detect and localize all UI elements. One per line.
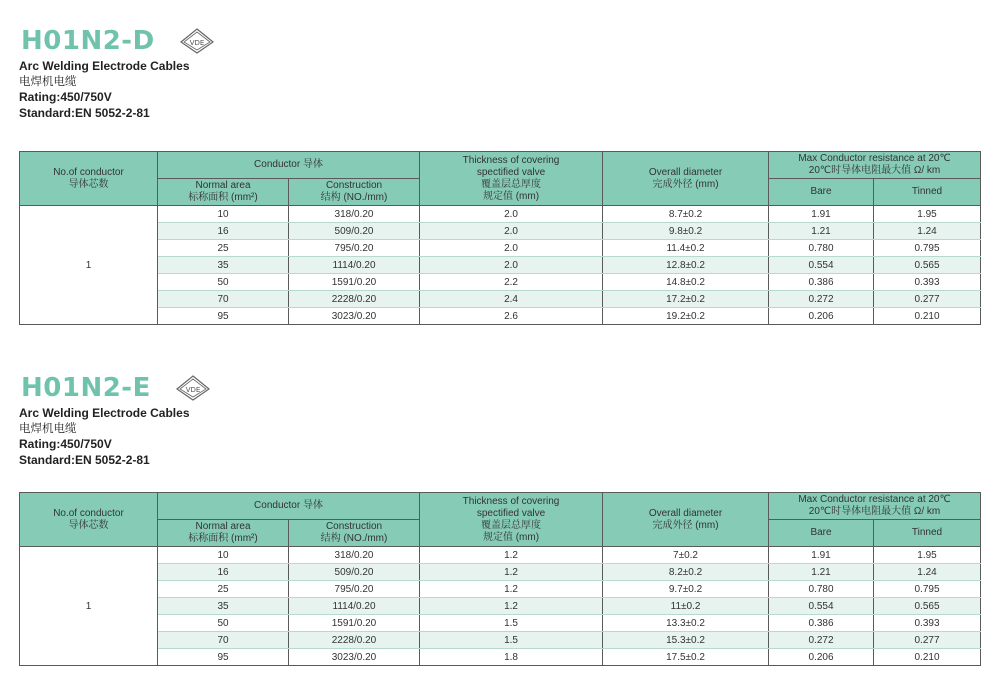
header-bare: Bare — [769, 179, 874, 206]
header-no-conductor: No.of conductor 导体芯数 — [20, 493, 158, 547]
header-thickness: Thickness of covering spectified valve 覆盖层总厚度 规定值 (mm) — [420, 152, 603, 206]
tinned-cell: 0.795 — [874, 581, 981, 598]
diameter-cell: 15.3±0.2 — [603, 632, 769, 649]
table-row — [20, 564, 981, 581]
diameter-cell: 19.2±0.2 — [603, 308, 769, 325]
thickness-cell: 2.2 — [420, 274, 603, 291]
construction-cell: 1114/0.20 — [289, 598, 420, 615]
construction-cell: 509/0.20 — [289, 564, 420, 581]
header-conductor: Conductor 导体 — [158, 493, 420, 520]
tinned-cell: 1.95 — [874, 206, 981, 223]
bare-cell: 1.21 — [769, 564, 874, 581]
header-construction: Construction 结构 (NO./mm) — [289, 179, 420, 206]
construction-cell: 1591/0.20 — [289, 274, 420, 291]
thickness-cell: 2.4 — [420, 291, 603, 308]
thickness-cell: 2.0 — [420, 257, 603, 274]
tinned-cell: 1.95 — [874, 547, 981, 564]
table-row — [20, 274, 981, 291]
diameter-cell: 8.2±0.2 — [603, 564, 769, 581]
diameter-cell: 7±0.2 — [603, 547, 769, 564]
header-max-resistance: Max Conductor resistance at 20℃ 20℃时导体电阻最大值 Ω/ km — [769, 493, 981, 520]
diameter-cell: 14.8±0.2 — [603, 274, 769, 291]
area-cell: 16 — [158, 223, 289, 240]
diameter-cell: 11.4±0.2 — [603, 240, 769, 257]
thickness-cell: 2.0 — [420, 240, 603, 257]
subtitle-en: Arc Welding Electrode Cables — [19, 406, 190, 420]
construction-cell: 1114/0.20 — [289, 257, 420, 274]
diameter-cell: 17.5±0.2 — [603, 649, 769, 666]
tinned-cell: 0.393 — [874, 615, 981, 632]
area-cell: 10 — [158, 547, 289, 564]
construction-cell: 3023/0.20 — [289, 649, 420, 666]
tinned-cell: 0.277 — [874, 291, 981, 308]
table-row — [20, 649, 981, 666]
diameter-cell: 11±0.2 — [603, 598, 769, 615]
header-thickness: Thickness of covering spectified valve 覆盖层总厚度 规定值 (mm) — [420, 493, 603, 547]
spec-table — [19, 151, 981, 325]
area-cell: 35 — [158, 598, 289, 615]
header-normal-area: Normal area 标称面积 (mm²) — [158, 179, 289, 206]
table-row — [20, 632, 981, 649]
conductor-count: 1 — [20, 206, 158, 325]
area-cell: 16 — [158, 564, 289, 581]
thickness-cell: 2.0 — [420, 206, 603, 223]
bare-cell: 0.554 — [769, 257, 874, 274]
bare-cell: 0.206 — [769, 308, 874, 325]
header-bare: Bare — [769, 520, 874, 547]
bare-cell: 0.780 — [769, 240, 874, 257]
area-cell: 50 — [158, 274, 289, 291]
vde-certification-icon — [179, 28, 215, 54]
table-row — [20, 615, 981, 632]
thickness-cell: 1.8 — [420, 649, 603, 666]
header-overall-diameter: Overall diameter 完成外径 (mm) — [603, 152, 769, 206]
bare-cell: 0.554 — [769, 598, 874, 615]
bare-cell: 0.386 — [769, 274, 874, 291]
construction-cell: 1591/0.20 — [289, 615, 420, 632]
construction-cell: 509/0.20 — [289, 223, 420, 240]
vde-logo-text: VDE — [189, 39, 204, 47]
table-row — [20, 598, 981, 615]
area-cell: 70 — [158, 632, 289, 649]
header-overall-diameter: Overall diameter 完成外径 (mm) — [603, 493, 769, 547]
tinned-cell: 0.210 — [874, 308, 981, 325]
bare-cell: 1.91 — [769, 206, 874, 223]
diameter-cell: 17.2±0.2 — [603, 291, 769, 308]
area-cell: 70 — [158, 291, 289, 308]
table-row — [20, 223, 981, 240]
bare-cell: 0.386 — [769, 615, 874, 632]
subtitle-en: Arc Welding Electrode Cables — [19, 59, 190, 73]
thickness-cell: 2.6 — [420, 308, 603, 325]
thickness-cell: 1.2 — [420, 564, 603, 581]
area-cell: 35 — [158, 257, 289, 274]
table-row — [20, 240, 981, 257]
table-row — [20, 206, 981, 223]
diameter-cell: 9.8±0.2 — [603, 223, 769, 240]
construction-cell: 795/0.20 — [289, 240, 420, 257]
rating: Rating:450/750V — [19, 437, 112, 451]
header-construction: Construction 结构 (NO./mm) — [289, 520, 420, 547]
diameter-cell: 13.3±0.2 — [603, 615, 769, 632]
diameter-cell: 9.7±0.2 — [603, 581, 769, 598]
construction-cell: 795/0.20 — [289, 581, 420, 598]
area-cell: 95 — [158, 308, 289, 325]
table-row — [20, 291, 981, 308]
tinned-cell: 1.24 — [874, 223, 981, 240]
bare-cell: 0.272 — [769, 632, 874, 649]
thickness-cell: 2.0 — [420, 223, 603, 240]
bare-cell: 0.206 — [769, 649, 874, 666]
area-cell: 10 — [158, 206, 289, 223]
tinned-cell: 0.565 — [874, 598, 981, 615]
tinned-cell: 1.24 — [874, 564, 981, 581]
construction-cell: 318/0.20 — [289, 547, 420, 564]
tinned-cell: 0.795 — [874, 240, 981, 257]
construction-cell: 3023/0.20 — [289, 308, 420, 325]
construction-cell: 2228/0.20 — [289, 291, 420, 308]
rating: Rating:450/750V — [19, 90, 112, 104]
header-tinned: Tinned — [874, 520, 981, 547]
thickness-cell: 1.2 — [420, 547, 603, 564]
bare-cell: 0.272 — [769, 291, 874, 308]
table-row — [20, 581, 981, 598]
table-row — [20, 308, 981, 325]
header-normal-area: Normal area 标称面积 (mm²) — [158, 520, 289, 547]
cable-section-h01n2-e — [19, 373, 980, 663]
area-cell: 25 — [158, 240, 289, 257]
bare-cell: 1.91 — [769, 547, 874, 564]
thickness-cell: 1.2 — [420, 598, 603, 615]
conductor-count: 1 — [20, 547, 158, 666]
standard: Standard:EN 5052-2-81 — [19, 105, 150, 120]
subtitle-cn: 电焊机电缆 — [19, 422, 77, 435]
standard: Standard:EN 5052-2-81 — [19, 452, 150, 467]
tinned-cell: 0.210 — [874, 649, 981, 666]
vde-logo-text: VDE — [185, 386, 201, 394]
header-conductor: Conductor 导体 — [158, 152, 420, 179]
construction-cell: 2228/0.20 — [289, 632, 420, 649]
vde-certification-icon — [175, 375, 211, 401]
section-title: H01N2-E — [21, 373, 151, 403]
bare-cell: 1.21 — [769, 223, 874, 240]
header-tinned: Tinned — [874, 179, 981, 206]
header-no-conductor: No.of conductor 导体芯数 — [20, 152, 158, 206]
cable-section-h01n2-d — [19, 26, 980, 322]
construction-cell: 318/0.20 — [289, 206, 420, 223]
diameter-cell: 8.7±0.2 — [603, 206, 769, 223]
header-max-resistance: Max Conductor resistance at 20℃ 20℃时导体电阻最大值 Ω/ km — [769, 152, 981, 179]
table-row — [20, 257, 981, 274]
area-cell: 50 — [158, 615, 289, 632]
thickness-cell: 1.2 — [420, 581, 603, 598]
diameter-cell: 12.8±0.2 — [603, 257, 769, 274]
tinned-cell: 0.277 — [874, 632, 981, 649]
bare-cell: 0.780 — [769, 581, 874, 598]
section-title: H01N2-D — [21, 26, 155, 56]
area-cell: 25 — [158, 581, 289, 598]
tinned-cell: 0.393 — [874, 274, 981, 291]
subtitle-cn: 电焊机电缆 — [19, 75, 77, 88]
table-row — [20, 547, 981, 564]
spec-table — [19, 492, 981, 666]
thickness-cell: 1.5 — [420, 632, 603, 649]
thickness-cell: 1.5 — [420, 615, 603, 632]
area-cell: 95 — [158, 649, 289, 666]
tinned-cell: 0.565 — [874, 257, 981, 274]
